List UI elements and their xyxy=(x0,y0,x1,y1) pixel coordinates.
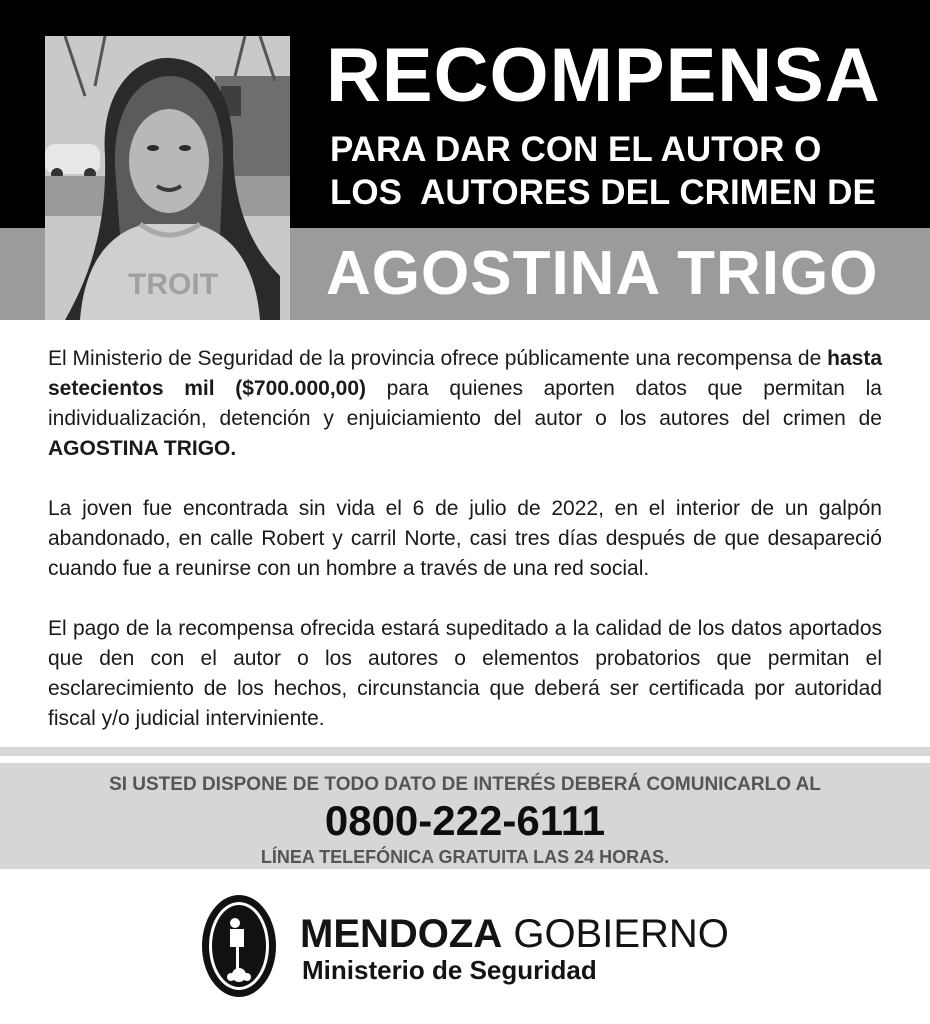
contact-band xyxy=(0,763,930,869)
paragraph-reward-text-a: El Ministerio de Seguridad de la provincia ofrece públicamente una recompensa de xyxy=(48,347,828,370)
paragraph-facts: La joven fue encontrada sin vida el 6 de julio de 2022, en el interior de un galpón abandonado, en calle Robert y carril Norte, casi tres días después de que desapareció cuando fue a reunirse con un hombre a través de una red social. xyxy=(48,497,882,580)
poster-subtitle xyxy=(330,128,910,214)
poster-title: RECOMPENSA xyxy=(326,33,881,118)
paragraph-reward xyxy=(48,344,882,464)
paragraph-reward-text-c: para quienes aporten datos que permitan la individualización, detención y enjuiciamiento del autor o los autores del crimen de xyxy=(48,377,882,430)
org-name xyxy=(300,912,729,956)
contact-note: LÍNEA TELEFÓNICA GRATUITA LAS 24 HORAS. xyxy=(260,847,670,867)
mendoza-shield-icon xyxy=(200,893,278,999)
reward-amount: hasta setecientos mil ($700.000,00) xyxy=(48,347,882,400)
org-name-regular: GOBIERNO xyxy=(502,912,729,956)
victim-photo xyxy=(45,36,290,320)
reward-victim-name: AGOSTINA TRIGO. xyxy=(48,437,237,460)
subtitle-line-1: PARA DAR CON EL AUTOR O xyxy=(330,130,822,169)
paragraph-conditions: El pago de la recompensa ofrecida estará supeditado a la calidad de los datos aportados que den con el autor o los autores o elementos probatorios que permitan el esclarecimiento de los hechos, circunstancia que deberá ser certificada por autoridad fiscal y/o judicial interviniente. xyxy=(48,617,882,730)
subtitle-line-2: LOS AUTORES DEL CRIMEN DE xyxy=(330,173,876,212)
divider xyxy=(0,747,930,756)
ministry-name: Ministerio de Seguridad xyxy=(302,955,597,985)
contact-phone: 0800-222-6111 xyxy=(324,797,606,844)
org-name-bold: MENDOZA xyxy=(300,912,503,956)
sweatshirt-text: TROIT xyxy=(128,268,218,301)
contact-intro: SI USTED DISPONE DE TODO DATO DE INTERÉS DEBERÁ COMUNICARLO AL xyxy=(109,774,821,795)
victim-name: AGOSTINA TRIGO xyxy=(326,239,879,308)
body-text xyxy=(48,344,882,764)
